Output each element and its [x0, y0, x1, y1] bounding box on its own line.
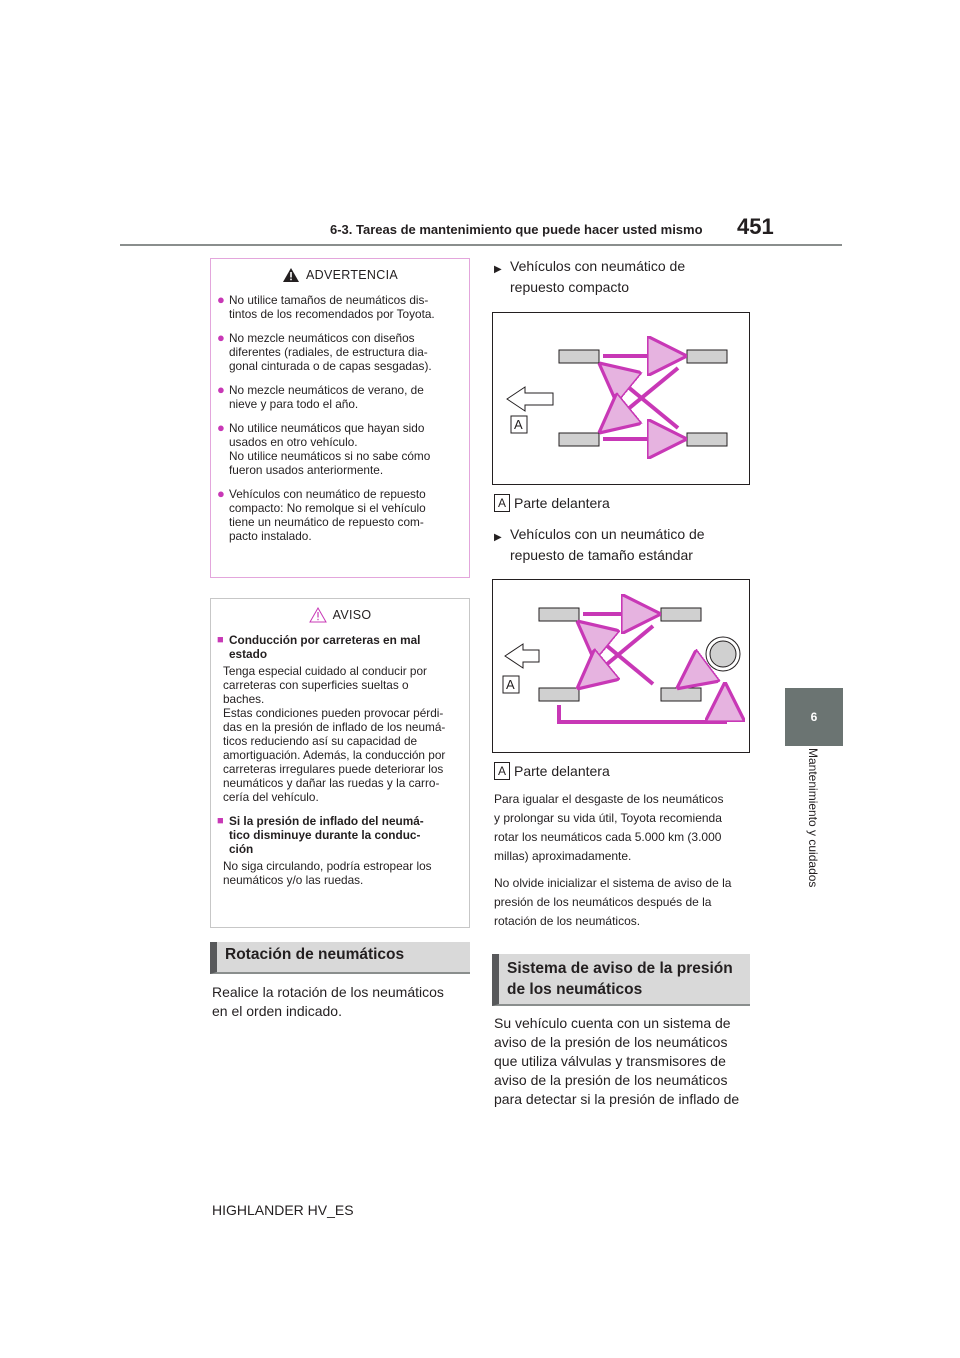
bullet-icon: ●: [217, 330, 225, 345]
triangle-bullet-icon: ▶: [494, 532, 502, 543]
notice-subheading: ■ Si la presión de inflado del neumá- tico disminuye durante la conduc- ción: [217, 814, 424, 856]
notice-paragraph: No siga circulando, podría estropear los neumáticos y/o las ruedas.: [223, 859, 432, 887]
section-title: 6-3. Tareas de mantenimiento que puede hacer usted mismo: [330, 222, 703, 237]
caution-triangle-icon: [309, 607, 327, 623]
list-item: ● No mezcle neumáticos de verano, de nieve y para todo el año.: [217, 382, 424, 411]
rotation-note-reset: No olvide inicializar el sistema de aviso de la presión de los neumáticos después de la rotación de los neumáticos.: [494, 876, 732, 928]
tire-rear-left: [687, 350, 727, 363]
list-item: ● Vehículos con neumático de repuesto compacto: No remolque si el vehículo tiene un neumático de repuesto com- pacto instalado.: [217, 486, 426, 543]
footer-model: HIGHLANDER HV_ES: [212, 1202, 354, 1218]
tire-rear-right: [687, 433, 727, 446]
tire-front-right: [559, 433, 599, 446]
tire-rear-left: [661, 608, 701, 621]
warning-title: ADVERTENCIA: [306, 268, 398, 282]
notice-box: [210, 598, 470, 928]
standard-rotation-diagram: [492, 579, 750, 753]
rotation-note-interval: Para igualar el desgaste de los neumáticos y prolongar su vida útil, Toyota recomienda rotar los neumáticos cada 5.000 km (3.000 millas) aproximadamente.: [494, 792, 724, 863]
compact-rotation-diagram: [492, 312, 750, 485]
compact-callout: A Parte delantera: [494, 494, 610, 512]
front-callout-letter: A: [506, 677, 515, 692]
warning-box: [210, 258, 470, 578]
front-direction-arrow: [505, 644, 539, 668]
chapter-label: [806, 748, 826, 928]
standard-spare-label: ▶ Vehículos con un neumático de repuesto de tamaño estándar: [494, 524, 705, 566]
callout-badge: A: [494, 762, 510, 780]
warning-header: [211, 267, 469, 283]
notice-header: [211, 607, 469, 623]
square-bullet-icon: ■: [217, 634, 224, 646]
rotation-arrow: [683, 666, 707, 684]
notice-subheading: ■ Conducción por carreteras en mal estado: [217, 633, 421, 661]
bullet-icon: ●: [217, 382, 225, 397]
list-item: ● No utilice tamaños de neumáticos dis- tintos de los recomendados por Toyota.: [217, 292, 435, 321]
bullet-icon: ●: [217, 420, 225, 435]
notice-paragraph: Tenga especial cuidado al conducir por carreteras con superficies sueltas o baches. Estas condiciones pueden provocar pérdi- das en la presión de inflado de los neumá- ticos reduciendo así su capacidad de amortiguación. Además, la conducción por carreteras irregulares puede deteriorar los neumáticos y dañar las ruedas y la carro- cería del vehículo.: [223, 664, 446, 804]
tpws-heading: Sistema de aviso de la presión de los neumáticos: [492, 954, 750, 1006]
list-item: ● No mezcle neumáticos con diseños diferentes (radiales, de estructura dia- gonal cinturada o de capas sesgadas).: [217, 330, 432, 373]
triangle-bullet-icon: ▶: [494, 264, 502, 275]
tire-front-left: [539, 608, 579, 621]
tire-front-right: [539, 688, 579, 701]
compact-spare-label: ▶ Vehículos con neumático de repuesto compacto: [494, 256, 685, 298]
standard-callout: A Parte delantera: [494, 762, 610, 780]
callout-badge: A: [494, 494, 510, 512]
bullet-icon: ●: [217, 486, 225, 501]
warning-triangle-icon: [282, 267, 300, 283]
notice-title: AVISO: [332, 608, 372, 622]
warning-list: [217, 293, 463, 543]
chapter-label-text: Mantenimiento y cuidados: [806, 748, 820, 888]
list-item: ● No utilice neumáticos que hayan sido usados en otro vehículo. No utilice neumáticos si no sabe cómo fueron usados anteriormente.: [217, 420, 431, 477]
spare-tire-inner: [710, 641, 736, 667]
bullet-icon: ●: [217, 292, 225, 307]
tire-front-left: [559, 350, 599, 363]
front-direction-arrow: [507, 387, 553, 411]
front-callout-letter: A: [514, 417, 523, 432]
rotation-diagram-svg: [493, 580, 749, 752]
header-divider: [120, 244, 842, 246]
page-number: 451: [737, 214, 774, 239]
rotation-diagram-svg: [493, 313, 749, 484]
notice-list: [217, 633, 463, 887]
rotation-heading: Rotación de neumáticos: [210, 942, 470, 974]
rotation-intro: Realice la rotación de los neumáticos en el orden indicado.: [212, 984, 444, 1019]
tpws-text: Su vehículo cuenta con un sistema de aviso de la presión de los neumáticos que utiliza válvulas y transmisores de aviso de la presión de los neumáticos para detectar si la presión de inflado de: [494, 1015, 740, 1107]
chapter-number: 6: [810, 710, 818, 724]
square-bullet-icon: ■: [217, 815, 224, 827]
tire-rear-right: [661, 688, 701, 701]
chapter-tab: [785, 688, 843, 746]
